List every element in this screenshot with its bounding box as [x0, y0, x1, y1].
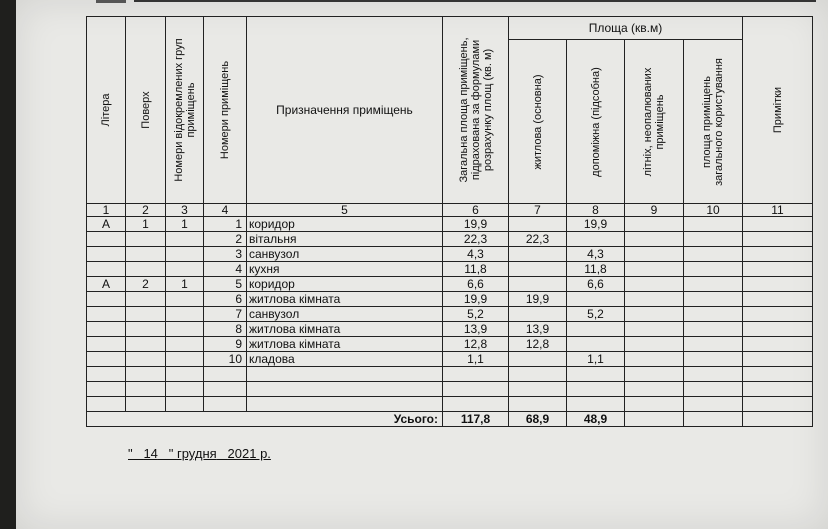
row-floor: [126, 337, 166, 352]
row-empty-cell: [743, 262, 813, 277]
row-litera: А: [87, 277, 126, 292]
row-purpose: коридор: [247, 217, 443, 232]
row-room-number: 10: [204, 352, 247, 367]
row-empty-cell: [684, 277, 743, 292]
totals-aux: 48,9: [567, 412, 625, 427]
header-purpose: Призначення приміщень: [247, 17, 443, 204]
row-purpose: коридор: [247, 277, 443, 292]
column-number: 10: [684, 204, 743, 217]
header-common: площа приміщень загального користування: [684, 40, 743, 204]
date-month: грудня: [176, 446, 217, 461]
row-group: [166, 352, 204, 367]
header-room-numbers: Номери приміщень: [204, 17, 247, 204]
row-group: [166, 232, 204, 247]
row-litera: [87, 247, 126, 262]
row-aux: 4,3: [567, 247, 625, 262]
totals-living: 68,9: [509, 412, 567, 427]
date-year: 2021 р.: [227, 446, 271, 461]
table-row: [87, 307, 813, 322]
row-total: 4,3: [443, 247, 509, 262]
row-empty-cell: [625, 322, 684, 337]
column-number: 1: [87, 204, 126, 217]
row-total: 5,2: [443, 307, 509, 322]
row-room-number: 8: [204, 322, 247, 337]
row-total: 11,8: [443, 262, 509, 277]
row-living: 13,9: [509, 322, 567, 337]
row-empty-cell: [743, 292, 813, 307]
row-floor: [126, 307, 166, 322]
row-room-number: 1: [204, 217, 247, 232]
column-number: 3: [166, 204, 204, 217]
row-purpose: житлова кімната: [247, 337, 443, 352]
row-living: [509, 262, 567, 277]
row-empty-cell: [684, 247, 743, 262]
row-purpose: кладова: [247, 352, 443, 367]
table-row: [87, 322, 813, 337]
totals-label: Усього:: [87, 412, 443, 427]
row-empty-cell: [684, 232, 743, 247]
row-empty-cell: [625, 217, 684, 232]
row-room-number: 7: [204, 307, 247, 322]
row-aux: [567, 337, 625, 352]
row-room-number: 6: [204, 292, 247, 307]
table-row: [87, 352, 813, 367]
row-room-number: 4: [204, 262, 247, 277]
row-living: [509, 352, 567, 367]
column-number: 4: [204, 204, 247, 217]
document-date: " 14 " грудня 2021 р.: [128, 446, 271, 461]
row-empty-cell: [625, 277, 684, 292]
document-sheet: [16, 0, 828, 529]
row-empty-cell: [743, 337, 813, 352]
table-row: [87, 232, 813, 247]
row-total: 12,8: [443, 337, 509, 352]
empty-row: [87, 382, 813, 397]
row-purpose: житлова кімната: [247, 292, 443, 307]
header-living: житлова (основна): [509, 40, 567, 204]
row-total: 6,6: [443, 277, 509, 292]
header-area-group: Площа (кв.м): [509, 17, 743, 40]
header-floor: Поверх: [126, 17, 166, 204]
row-empty-cell: [625, 307, 684, 322]
date-day: 14: [143, 446, 158, 461]
row-empty-cell: [684, 262, 743, 277]
column-number: 8: [567, 204, 625, 217]
row-living: 19,9: [509, 292, 567, 307]
row-litera: [87, 262, 126, 277]
empty-row: [87, 367, 813, 382]
row-floor: [126, 247, 166, 262]
header-total-area: Загальна площа приміщень, підрахована за формулами розрахунку площ (кв. м): [443, 17, 509, 204]
header-litera: Літера: [87, 17, 126, 204]
row-floor: [126, 352, 166, 367]
table-row: [87, 247, 813, 262]
table-row: [87, 277, 813, 292]
row-floor: [126, 292, 166, 307]
row-empty-cell: [743, 217, 813, 232]
row-floor: [126, 232, 166, 247]
row-empty-cell: [743, 232, 813, 247]
row-aux: [567, 292, 625, 307]
column-number: 5: [247, 204, 443, 217]
row-floor: 1: [126, 217, 166, 232]
row-aux: 19,9: [567, 217, 625, 232]
row-empty-cell: [743, 307, 813, 322]
row-group: [166, 337, 204, 352]
row-total: 19,9: [443, 217, 509, 232]
row-living: [509, 307, 567, 322]
top-mark: [96, 0, 126, 3]
top-rule: [134, 0, 816, 2]
row-living: [509, 277, 567, 292]
row-empty-cell: [625, 352, 684, 367]
totals-total: 117,8: [443, 412, 509, 427]
row-purpose: вітальня: [247, 232, 443, 247]
row-total: 1,1: [443, 352, 509, 367]
row-empty-cell: [743, 247, 813, 262]
row-aux: [567, 232, 625, 247]
column-number: 6: [443, 204, 509, 217]
totals-row: [87, 412, 813, 427]
row-living: [509, 247, 567, 262]
row-group: [166, 262, 204, 277]
row-empty-cell: [684, 292, 743, 307]
row-living: 12,8: [509, 337, 567, 352]
row-empty-cell: [684, 217, 743, 232]
row-purpose: кухня: [247, 262, 443, 277]
row-purpose: житлова кімната: [247, 322, 443, 337]
row-litera: [87, 292, 126, 307]
row-litera: [87, 352, 126, 367]
row-empty-cell: [625, 247, 684, 262]
row-living: [509, 217, 567, 232]
table-row: [87, 217, 813, 232]
row-room-number: 5: [204, 277, 247, 292]
row-empty-cell: [625, 292, 684, 307]
row-total: 22,3: [443, 232, 509, 247]
row-purpose: санвузол: [247, 307, 443, 322]
column-number: 2: [126, 204, 166, 217]
row-empty-cell: [743, 352, 813, 367]
row-floor: 2: [126, 277, 166, 292]
table-row: [87, 292, 813, 307]
row-empty-cell: [684, 307, 743, 322]
row-group: [166, 322, 204, 337]
row-litera: [87, 232, 126, 247]
header-auxiliary: допоміжна (підсобна): [567, 40, 625, 204]
row-group: 1: [166, 217, 204, 232]
row-living: 22,3: [509, 232, 567, 247]
rooms-table: [86, 16, 813, 427]
row-aux: 6,6: [567, 277, 625, 292]
row-total: 19,9: [443, 292, 509, 307]
row-empty-cell: [625, 262, 684, 277]
column-number: 7: [509, 204, 567, 217]
header-summer: літніх, неопалюваних приміщень: [625, 40, 684, 204]
row-room-number: 2: [204, 232, 247, 247]
row-aux: 1,1: [567, 352, 625, 367]
row-litera: А: [87, 217, 126, 232]
row-empty-cell: [743, 322, 813, 337]
row-group: 1: [166, 277, 204, 292]
row-floor: [126, 322, 166, 337]
row-empty-cell: [625, 337, 684, 352]
column-number: 11: [743, 204, 813, 217]
row-purpose: санвузол: [247, 247, 443, 262]
header-groups: Номери відокремлених груп приміщень: [166, 17, 204, 204]
row-aux: 5,2: [567, 307, 625, 322]
table-row: [87, 337, 813, 352]
row-group: [166, 292, 204, 307]
table-row: [87, 262, 813, 277]
row-empty-cell: [684, 352, 743, 367]
column-numbers-row: [87, 204, 813, 217]
row-total: 13,9: [443, 322, 509, 337]
row-room-number: 3: [204, 247, 247, 262]
row-floor: [126, 262, 166, 277]
row-litera: [87, 322, 126, 337]
row-empty-cell: [625, 232, 684, 247]
row-empty-cell: [684, 322, 743, 337]
header-notes: Примітки: [743, 17, 813, 204]
row-room-number: 9: [204, 337, 247, 352]
row-litera: [87, 307, 126, 322]
data-rows: [87, 217, 813, 367]
row-group: [166, 307, 204, 322]
row-group: [166, 247, 204, 262]
row-aux: 11,8: [567, 262, 625, 277]
row-empty-cell: [743, 277, 813, 292]
column-number: 9: [625, 204, 684, 217]
row-empty-cell: [684, 337, 743, 352]
row-aux: [567, 322, 625, 337]
empty-row: [87, 397, 813, 412]
row-litera: [87, 337, 126, 352]
